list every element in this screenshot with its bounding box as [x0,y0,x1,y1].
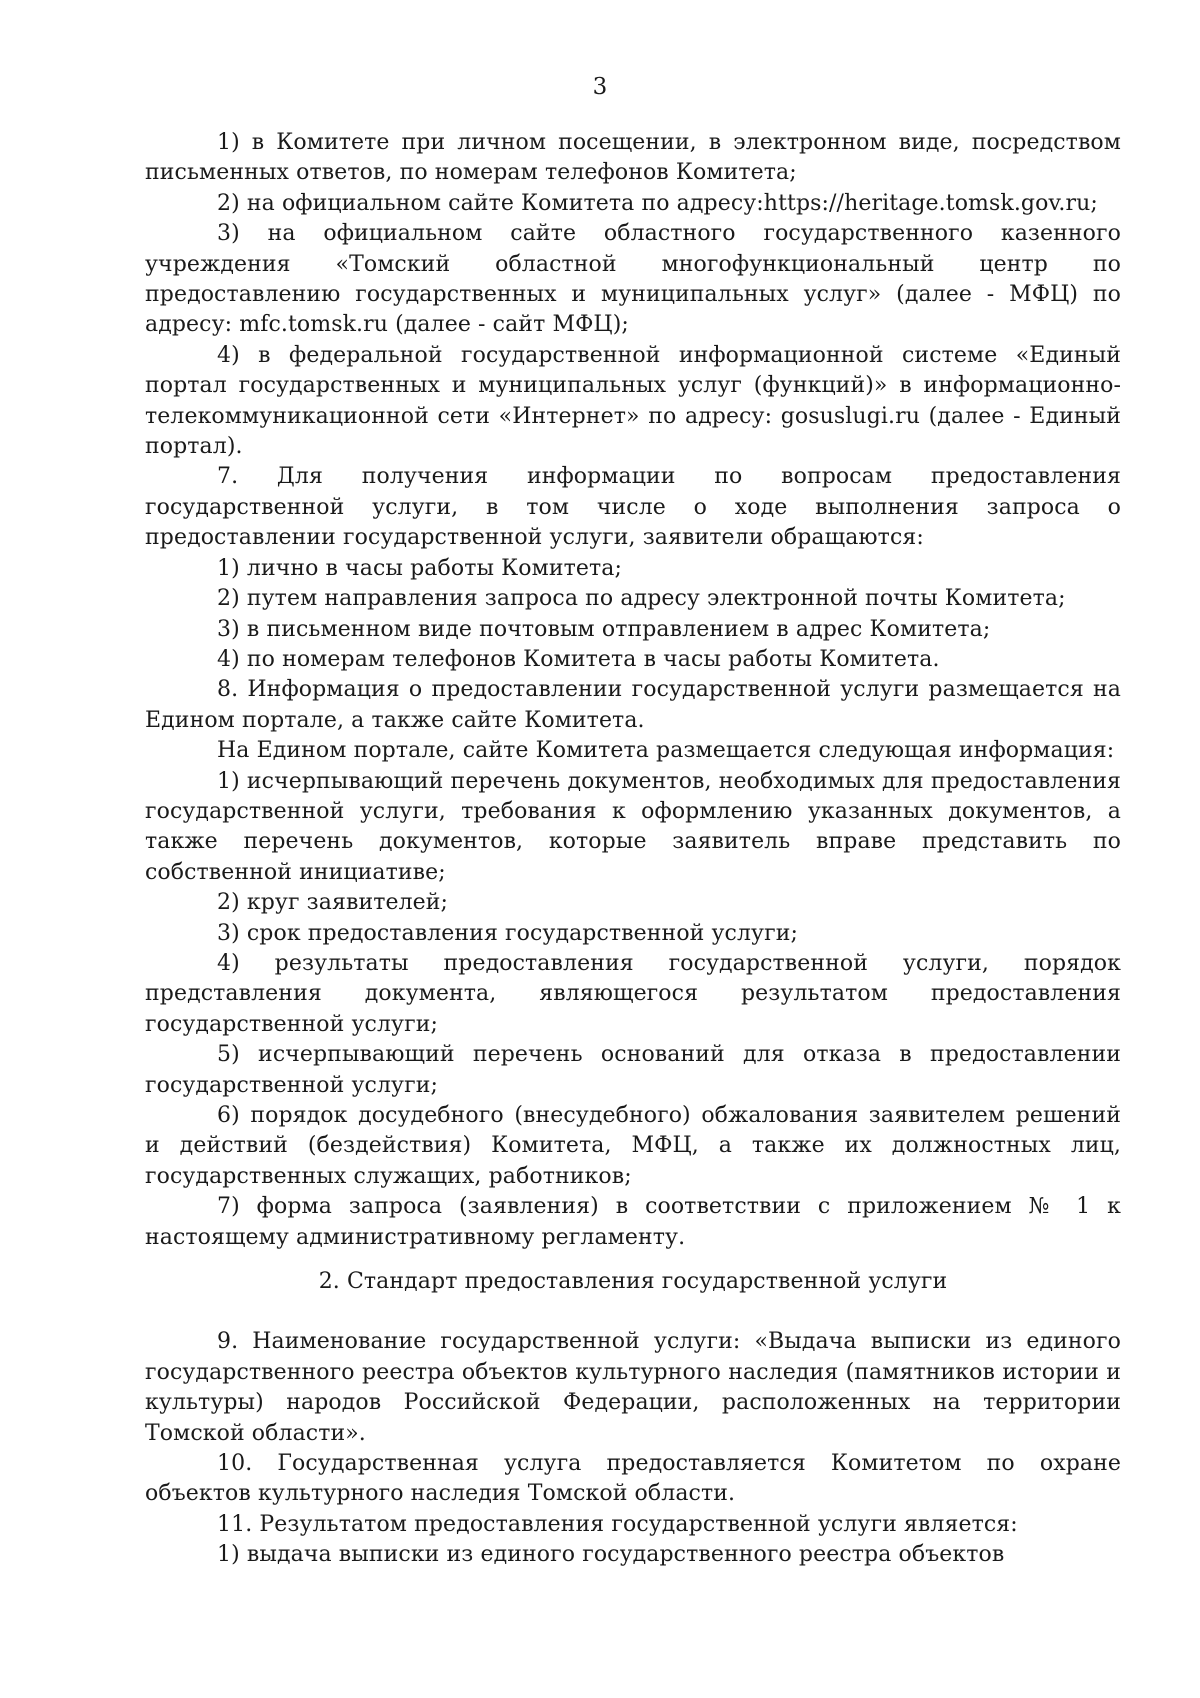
paragraph: 2) на официальном сайте Комитета по адресу:https://heritage.tomsk.gov.ru; [217,190,1098,216]
paragraph: 2) путем направления запроса по адресу электронной почты Комитета; [217,586,1066,612]
paragraph: 1) лично в часы работы Комитета; [217,555,623,581]
paragraph: 3) срок предоставления государственной услуги; [217,920,799,946]
document-body [145,128,1121,1571]
paragraph: 4) результаты предоставления государственной услуги, порядок представления документа, являющегося результатом предоставления государственной услуги; [145,950,1121,1037]
page-number: 3 [592,74,608,100]
paragraph: 1) выдача выписки из единого государственного реестра объектов [217,1542,1005,1568]
paragraph: 7. Для получения информации по вопросам предоставления государственной услуги, в том числе о ходе выполнения запроса о предоставлении государственной услуги, заявители обращаются: [145,464,1121,551]
paragraph: 6) порядок досудебного (внесудебного) обжалования заявителем решений и действий (бездействия) Комитета, МФЦ, а также их должностных лиц, государственных служащих, работников; [145,1103,1121,1189]
paragraph: 7) форма запроса (заявления) в соответствии с приложением № 1 к настоящему административному регламенту. [145,1194,1121,1250]
paragraph: 11. Результатом предоставления государственной услуги является: [217,1511,1018,1537]
section-heading: 2. Стандарт предоставления государственной услуги [318,1269,948,1295]
paragraph: 3) на официальном сайте областного государственного казенного учреждения «Томский областной многофункциональный центр по предоставлению государственных и муниципальных услуг» (далее - МФЦ) по адресу: mfc.tomsk.ru (далее - сайт МФЦ); [145,221,1121,338]
paragraph: 1) исчерпывающий перечень документов, необходимых для предоставления государственной услуги, требования к оформлению указанных документов, а также перечень документов, которые заявитель вправе представить по собственной инициативе; [145,768,1121,885]
paragraph: 10. Государственная услуга предоставляется Комитетом по охране объектов культурного наследия Томской области. [145,1451,1121,1507]
paragraph: 8. Информация о предоставлении государственной услуги размещается на Едином портале, а также сайте Комитета. [145,677,1121,733]
paragraph: 3) в письменном виде почтовым отправлением в адрес Комитета; [217,616,991,642]
paragraph: 5) исчерпывающий перечень оснований для отказа в предоставлении государственной услуги; [145,1042,1121,1098]
paragraph: На Едином портале, сайте Комитета размещается следующая информация: [217,738,1115,764]
paragraph: 1) в Комитете при личном посещении, в электронном виде, посредством письменных ответов, по номерам телефонов Комитета; [145,130,1121,186]
paragraph: 9. Наименование государственной услуги: «Выдача выписки из единого государственного реестра объектов культурного наследия (памятников истории и культуры) народов Российской Федерации, расположенных на территории Томской области». [145,1329,1121,1446]
paragraph: 4) в федеральной государственной информационной системе «Единый портал государственных и муниципальных услуг (функций)» в информационно-телекоммуникационной сети «Интернет» по адресу: gosuslugi.ru (далее - Единый портал). [145,342,1121,460]
paragraph: 4) по номерам телефонов Комитета в часы работы Комитета. [217,646,940,672]
paragraph: 2) круг заявителей; [217,890,449,916]
